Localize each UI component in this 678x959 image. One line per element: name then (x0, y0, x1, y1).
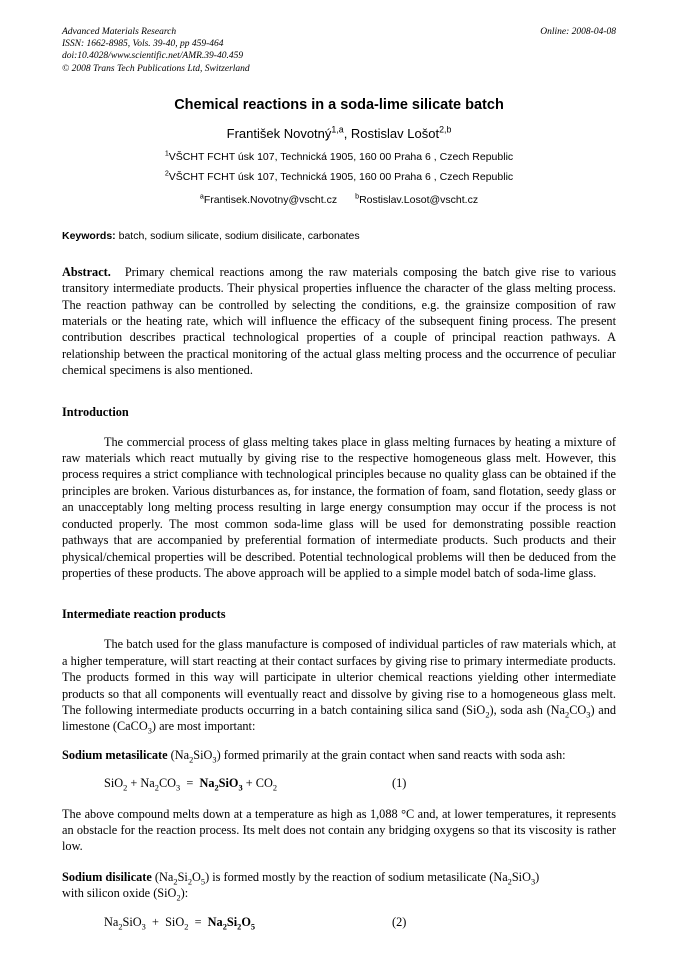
email-2-marker: b (355, 192, 360, 201)
eq1-sub2: 2 (154, 783, 159, 793)
issn-line: ISSN: 1662-8985, Vols. 39-40, pp 459-464 (62, 39, 224, 50)
metasilicate-post: ) formed primarily at the grain contact when sand reacts with soda ash: (216, 747, 566, 762)
disilicate-paragraph (62, 869, 616, 902)
affiliation-2 (62, 171, 616, 183)
intermediate-part2: ), soda ash (Na (489, 702, 566, 717)
disilicate-part2: Si (177, 869, 188, 884)
eq1-sub3: 3 (176, 783, 181, 793)
dis-sub2: 2 (187, 877, 193, 887)
doi-line: doi:10.4028/www.scientific.net/AMR.39-40.459 (62, 51, 244, 62)
eq2-sub3: 2 (184, 922, 189, 932)
journal-info (62, 26, 250, 75)
sub-3b: 3 (147, 726, 152, 736)
abstract-block (62, 264, 616, 379)
sub-3a: 3 (586, 710, 591, 720)
disilicate-part5: SiO (511, 869, 531, 884)
eq2-sub5: 2 (237, 922, 242, 932)
disilicate-part1: (Na (151, 869, 174, 884)
intermediate-part1: The batch used for the glass manufacture is composed of individual particles of raw materials which, at a higher temperature, will start reacting at their contact surfaces by giving rise to primary intermediate products. The products formed in this way will participate in ulterior chemical reactions yielding other intermediate products so that all components will eventually react and dissolve by giving rise to a homogeneous glass melt. The following intermediate products occurring in a batch containing silica sand (SiO (62, 637, 616, 717)
equation-1-number: (1) (392, 776, 407, 791)
dis-sub3: 5 (200, 877, 206, 887)
eq2-sub2: 3 (141, 922, 146, 932)
author-separator: , (343, 125, 351, 141)
dis-sub6: 2 (176, 893, 181, 903)
email-line (62, 194, 616, 206)
keywords-line (62, 230, 616, 242)
metasilicate-pre: (Na (167, 747, 190, 762)
intermediate-part4: ) and limestone (CaCO (62, 702, 616, 734)
section-heading-introduction: Introduction (62, 404, 129, 419)
eq2-sub6: 5 (250, 922, 256, 932)
online-date (540, 26, 616, 38)
eq1-sub6: 2 (272, 783, 278, 793)
affiliation-1 (62, 151, 616, 163)
keywords-label: Keywords: (62, 229, 116, 242)
affiliation-2-marker: 2 (164, 169, 169, 178)
email-1-marker: a (199, 192, 204, 201)
intermediate-part3: CO (569, 702, 587, 717)
eq2-sub1: 2 (118, 922, 123, 932)
eq1-product: $Na_2SiO_3$ (199, 776, 243, 793)
page-header (62, 26, 616, 75)
eq1-sub5: 3 (238, 783, 243, 793)
metasilicate-sub2: 3 (212, 755, 217, 765)
sub-2a: 2 (485, 710, 490, 720)
affiliation-1-text: VŠCHT FCHT úsk 107, Technická 1905, 160 00 Praha 6 , Czech Republic (168, 150, 514, 163)
author-1-name: František Novotný (226, 125, 332, 141)
metasilicate-mid: SiO (193, 747, 213, 762)
metasilicate-sub1: 2 (189, 755, 194, 765)
dis-sub1: 2 (173, 877, 178, 887)
intermediate-part5: ) are most important: (151, 719, 256, 734)
equation-2-number: (2) (392, 914, 407, 929)
sub-2b: 2 (565, 710, 570, 720)
author-2-name: Rostislav Lošot (350, 125, 440, 141)
eq2-sub4: 2 (222, 922, 227, 932)
disilicate-part6: ) (535, 869, 540, 884)
journal-name: Advanced Materials Research (62, 27, 177, 37)
disilicate-part3: O (192, 869, 201, 884)
page-title: Chemical reactions in a soda-lime silicate batch (174, 96, 504, 113)
author-2-affil-marker: 2,b (439, 124, 452, 135)
abstract-text: Primary chemical reactions among the raw materials composing the batch give rise to various transitory intermediate products. Their physical properties influence the character of the glass melting process. The reaction pathway can be controlled by selecting the conditions, e.g. the grainsize composition of raw materials or the heating rate, which will influence the efficacy of the subsequent fining process. The present contribution describes practical technological properties of a couple of principal reaction pathways. A relationship between the practical monitoring of the actual glass melting process and the occurrence of peculiar chemical specimens is also mentioned. (62, 264, 616, 378)
disilicate-part4: ) is formed mostly by the reaction of sodium metasilicate (Na (205, 869, 508, 884)
dis-sub5: 3 (530, 877, 536, 887)
equation-1: $SiO_2 + Na_2CO_3 = Na_2SiO_3 + CO_2$ (1) (104, 776, 407, 793)
keywords-value: batch, sodium silicate, sodium disilicate, carbonates (118, 229, 360, 242)
copyright-line: © 2008 Trans Tech Publications Ltd, Switzerland (62, 63, 250, 74)
email-2-address[interactable]: Rostislav.Losot@vscht.cz (359, 193, 479, 206)
equation-2: $Na_2SiO_3 + SiO_2 = Na_2Si_2O_5$ (2) (104, 914, 407, 932)
eq2-product: $Na_2Si_2O_5$ (207, 914, 256, 932)
author-1-affil-marker: 1,a (331, 124, 344, 135)
eq1-sub4: 2 (214, 783, 219, 793)
metasilicate-after-paragraph: The above compound melts down at a temperature as high as 1,088 °C and, at lower temperatures, it represents an obstacle for the reaction process. Its melt does not contain any bridging oxygens so that its viscosity is rather low. (62, 806, 616, 854)
introduction-paragraph: The commercial process of glass melting takes place in glass melting furnaces by heating a mixture of raw materials which react mutually by giving rise to the respective homogeneous glass melt. However, this process requires a strict compliance with technological principles because no quality glass can be obtained if the principles are broken. Various disturbances as, for instance, the formation of foam, sand flotation, seedy glass or an unacceptably long melting process resulting in large energy consumption may occur if the process is not conducted properly. The most common soda-lime glass will be used for demonstrating possible reaction pathways that are accompanied by preferential formation of intermediate products. Such products and their physical/chemical properties will be described. Potential technological problems will then be deduced from the properties of these products. The above approach will be applied to a simple model batch of soda-lime glass. (62, 434, 616, 580)
intermediate-paragraph (62, 636, 616, 734)
disilicate-part8: ): (180, 886, 189, 901)
email-1-address[interactable]: Frantisek.Novotny@vscht.cz (203, 193, 338, 206)
disilicate-name: Sodium disilicate (62, 869, 152, 884)
eq1-sub1: 2 (123, 783, 128, 793)
online-date-text: Online: 2008-04-08 (540, 27, 616, 37)
metasilicate-paragraph (62, 747, 616, 763)
section-heading-intermediate: Intermediate reaction products (62, 607, 226, 622)
dis-sub4: 2 (507, 877, 512, 887)
affiliation-1-marker: 1 (164, 149, 169, 158)
abstract-label: Abstract. (62, 264, 111, 279)
disilicate-part7: with silicon oxide (SiO (62, 886, 177, 901)
affiliation-2-text: VŠCHT FCHT úsk 107, Technická 1905, 160 00 Praha 6 , Czech Republic (168, 170, 514, 183)
metasilicate-name: Sodium metasilicate (62, 747, 168, 762)
author-list (62, 126, 616, 141)
